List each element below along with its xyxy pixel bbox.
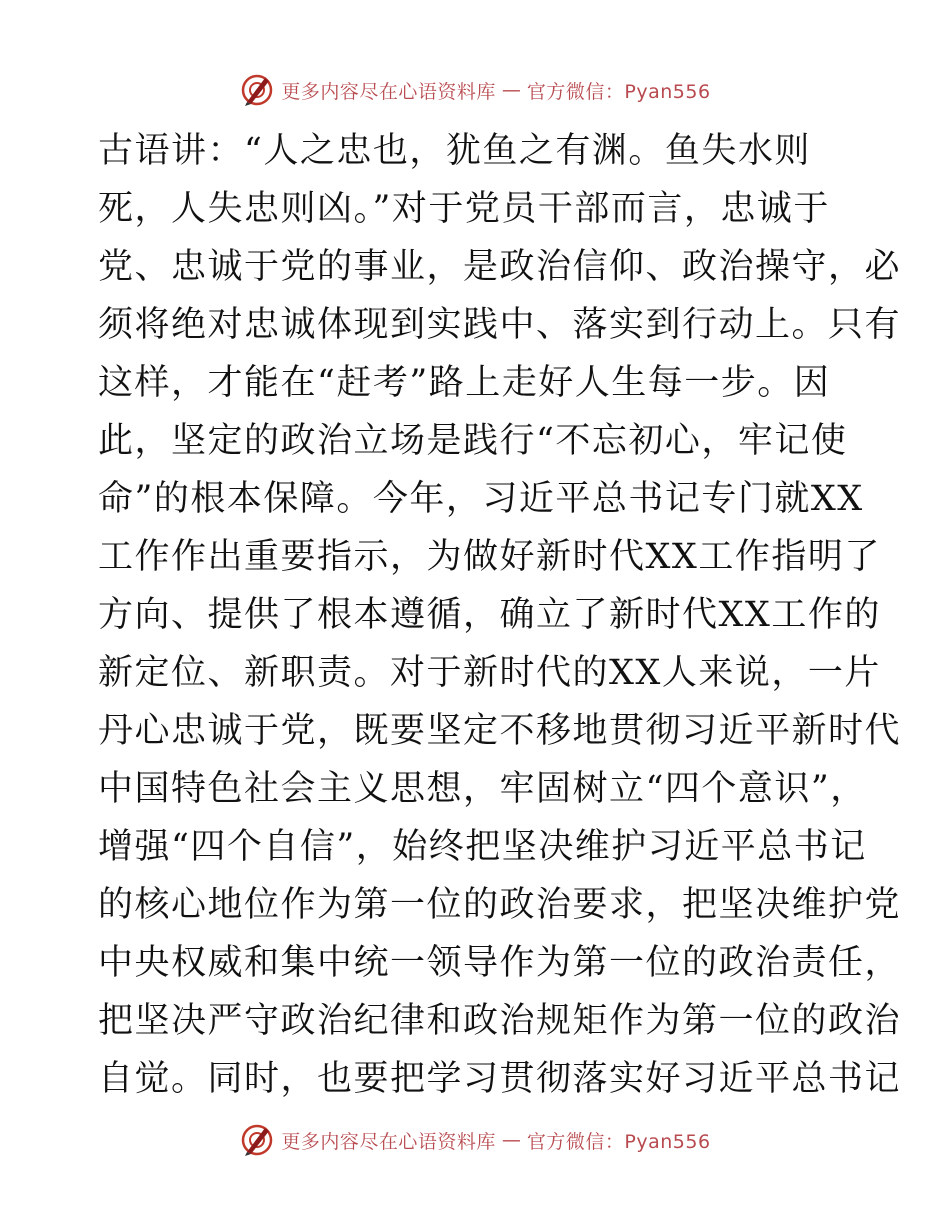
text-line: 党、忠诚于党的事业，是政治信仰、政治操守，必 — [98, 247, 902, 287]
document-body — [98, 122, 902, 1108]
text-line: 古语讲：“人之忠也，犹鱼之有渊。鱼失水则 — [98, 131, 811, 171]
watermark-separator: — — [501, 1129, 521, 1151]
text-line: 中央权威和集中统一领导作为第一位的政治责任， — [98, 943, 902, 983]
watermark-brand-text: 更多内容尽在心语资料库 — [281, 80, 496, 103]
text-line: 的核心地位作为第一位的政治要求，把坚决维护党 — [98, 885, 902, 925]
watermark-separator: — — [501, 79, 521, 101]
text-line: 这样，才能在“赶考”路上走好人生每一步。因 — [98, 363, 831, 403]
text-line: 增强“四个自信”，始终把坚决维护习近平总书记 — [98, 827, 867, 867]
text-line: 方向、提供了根本遵循，确立了新时代XX工作的 — [98, 595, 881, 635]
text-line: 命”的根本保障。今年，习近平总书记专门就XX — [98, 479, 864, 519]
footer-watermark — [0, 1120, 950, 1160]
watermark-brand-text: 更多内容尽在心语资料库 — [281, 1130, 496, 1153]
text-line: 丹心忠诚于党，既要坚定不移地贯彻习近平新时代 — [98, 711, 902, 751]
text-line: 工作作出重要指示，为做好新时代XX工作指明了 — [98, 537, 881, 577]
watermark-official-text: 官方微信：Pyan556 — [526, 1130, 711, 1153]
pen-logo-icon — [239, 1122, 275, 1158]
text-line: 此，坚定的政治立场是践行“不忘初心，牢记使 — [98, 421, 848, 461]
watermark-official-text: 官方微信：Pyan556 — [526, 80, 711, 103]
text-line: 自觉。同时，也要把学习贯彻落实好习近平总书记 — [98, 1059, 902, 1099]
text-line: 死，人失忠则凶。”对于党员干部而言，忠诚于 — [98, 189, 830, 229]
text-line: 把坚决严守政治纪律和政治规矩作为第一位的政治 — [98, 1001, 902, 1041]
text-line: 须将绝对忠诚体现到实践中、落实到行动上。只有 — [98, 305, 902, 345]
text-line: 新定位、新职责。对于新时代的XX人来说，一片 — [98, 653, 881, 693]
text-line: 中国特色社会主义思想，牢固树立“四个意识”， — [98, 769, 867, 809]
pen-logo-icon — [239, 72, 275, 108]
header-watermark — [0, 70, 950, 110]
